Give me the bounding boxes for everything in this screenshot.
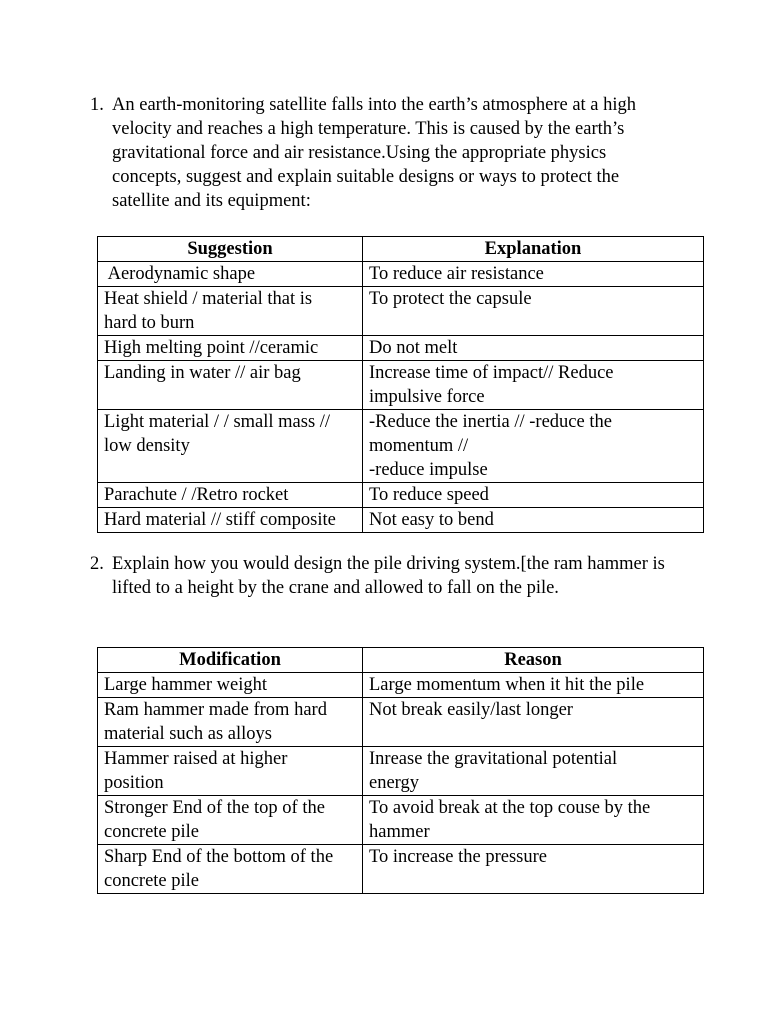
explanation-cell: To reduce speed: [363, 483, 704, 508]
modification-cell: Large hammer weight: [98, 673, 363, 698]
table-header-row: [98, 237, 704, 262]
reason-cell: To increase the pressure: [363, 845, 704, 894]
table-row: [98, 410, 704, 483]
question-number: 2.: [90, 554, 104, 574]
question-1: [90, 93, 680, 213]
question-text: Explain how you would design the pile driving system.[the ram hammer is lifted to a height by the crane and allowed to fall on the pile.: [112, 554, 665, 598]
table-row: [98, 336, 704, 361]
explanation-cell: -Reduce the inertia // -reduce the momentum // -reduce impulse: [363, 410, 704, 483]
suggestion-cell: Light material / / small mass // low density: [98, 410, 363, 483]
explanation-cell: To protect the capsule: [363, 287, 704, 336]
table-row: [98, 747, 704, 796]
suggestion-cell: Hard material // stiff composite: [98, 508, 363, 533]
reason-cell: Not break easily/last longer: [363, 698, 704, 747]
explanation-cell: Not easy to bend: [363, 508, 704, 533]
question-number: 1.: [90, 95, 104, 115]
explanation-cell: Do not melt: [363, 336, 704, 361]
modification-cell: Sharp End of the bottom of the concrete pile: [98, 845, 363, 894]
modification-table: [97, 647, 704, 894]
modification-cell: Hammer raised at higher position: [98, 747, 363, 796]
table-header-row: [98, 648, 704, 673]
reason-cell: Large momentum when it hit the pile: [363, 673, 704, 698]
reason-cell: Inrease the gravitational potential energy: [363, 747, 704, 796]
table-row: [98, 508, 704, 533]
column-header-modification: Modification: [98, 648, 363, 673]
question-text: An earth-monitoring satellite falls into the earth’s atmosphere at a high velocity and reaches a high temperature. This is caused by the earth’s gravitational force and air resistance.Using the appropriate physics concepts, suggest and explain suitable designs or ways to protect the satellite and its equipment:: [112, 95, 637, 211]
suggestion-cell: Aerodynamic shape: [98, 262, 363, 287]
column-header-reason: Reason: [363, 648, 704, 673]
reason-cell: To avoid break at the top couse by the hammer: [363, 796, 704, 845]
table-row: [98, 361, 704, 410]
explanation-cell: Increase time of impact// Reduce impulsive force: [363, 361, 704, 410]
explanation-cell: To reduce air resistance: [363, 262, 704, 287]
suggestion-table: [97, 236, 704, 533]
suggestion-cell: High melting point //ceramic: [98, 336, 363, 361]
table-row: [98, 262, 704, 287]
question-2: [90, 552, 680, 600]
suggestion-cell: Landing in water // air bag: [98, 361, 363, 410]
table-row: [98, 796, 704, 845]
table-row: [98, 673, 704, 698]
column-header-explanation: Explanation: [363, 237, 704, 262]
column-header-suggestion: Suggestion: [98, 237, 363, 262]
suggestion-cell: Heat shield / material that is hard to burn: [98, 287, 363, 336]
table-row: [98, 287, 704, 336]
table-row: [98, 845, 704, 894]
modification-cell: Stronger End of the top of the concrete pile: [98, 796, 363, 845]
modification-cell: Ram hammer made from hard material such as alloys: [98, 698, 363, 747]
table-row: [98, 483, 704, 508]
suggestion-cell: Parachute / /Retro rocket: [98, 483, 363, 508]
table-row: [98, 698, 704, 747]
